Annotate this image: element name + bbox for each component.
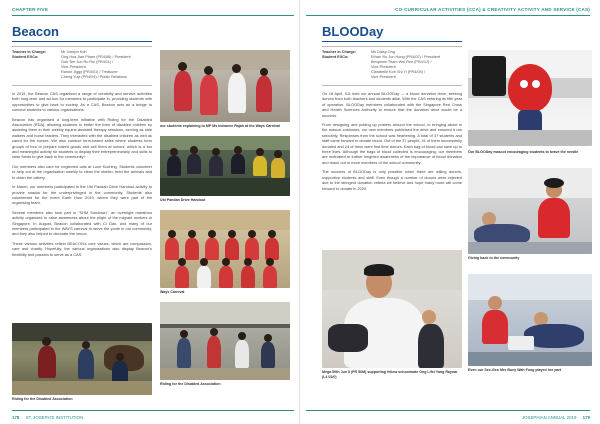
bloodday-title-rule xyxy=(322,41,462,42)
info-value: Benjamin Tham Wei Ren (PR4/12) / xyxy=(371,60,432,64)
ways-caption: Ways Carnival xyxy=(160,290,185,294)
paragraph: Several members also took part in "SHM Sundown", an overnight marathon activity organised to raise awareness about the plight of the migrant workers in Singapore. In August, Beacon collaborated with Ci Dan, and many of our members participated in the WAYS carnival to serve the youth in our community, and they also helped to decorate the venue. xyxy=(12,209,152,237)
pandan-caption: Ubi Pandan Drive Handout xyxy=(160,198,206,202)
header-rule xyxy=(306,15,590,16)
paragraph: Our members also care for neglected cats at Love Kuching. Students volunteer to help out at the organisation weekly to clean the shelter, feed the animals and to clean the cattery. xyxy=(12,163,152,180)
donor-photo xyxy=(322,250,462,368)
rda-right-photo xyxy=(160,302,290,380)
teacher-in-charge-label: Teacher in Charge: xyxy=(12,50,47,54)
info-value: Clarabelle Koh Shi Yi (PR4/05) / xyxy=(371,70,426,74)
paragraph: In 2019, the Beacon CAS organised a range of creativity and service activities both long-term and ad-hoc for members to participate in, providing students with opportunities to give back to society. As a CAS, Beacon acts as a bridge to connect students to various organisations. xyxy=(12,91,152,113)
info-value: Goh Tee Jun Ru Rui (PR4/11) / xyxy=(61,60,114,64)
info-value: Ong Hua Jian Pham (PR4/06) / President xyxy=(61,55,131,59)
mascot-caption: Our BLOODay mascot encouraging students to brave the needle xyxy=(468,150,579,154)
rda-photo xyxy=(12,323,152,395)
info-value: Mr Joseph Koh xyxy=(61,50,87,54)
section-header: CO-CURRICULAR ACTIVITIES (CCA) & CREATIVITY ACTIVITY AND SERVICE (CAS) xyxy=(395,7,590,12)
beacon-title-rule xyxy=(12,41,152,42)
info-value: Ethan Yiu Jun Hong (PR4/02) / President xyxy=(371,55,441,59)
pandan-photo xyxy=(160,136,290,196)
paragraph: These various activities reflect BEACON's core values, which are compassion, care and charity. Hopefully, the various organisations also display Beacon's flexibility and passion to serve as a CAS. xyxy=(12,240,152,257)
info-value: Cheng Yuyi (PR4/04) / Public Relations xyxy=(61,75,127,79)
right-footer xyxy=(522,415,590,420)
beacon-body-text xyxy=(12,91,152,261)
info-value: Ranon Jiggy (PR4/01) / Treasurer xyxy=(61,70,118,74)
footer-rule xyxy=(306,410,590,411)
left-footer-text: ST. JOSEPH'S INSTITUTION xyxy=(25,415,84,420)
right-page xyxy=(300,0,600,424)
teacher-photo xyxy=(468,274,592,366)
carnival-photo xyxy=(160,50,290,122)
right-footer-text: JOSEPHIAN ANNUAL 2019 xyxy=(521,415,577,420)
info-value: Vice-President xyxy=(371,65,396,69)
chapter-label: CHAPTER FIVE xyxy=(12,7,49,12)
bloodday-title: BLOODay xyxy=(322,24,384,39)
paragraph: Beacon has organised a long-term initiative with Riding for the Disabled Association (RDA), allowing students to better the lives of disabled children by assisting them in their weekly equine-assisted therapy sessions, serving as side walkers and horse leaders. They interacted with the disabled children as well as cared for the horses. We also conduct term-based sales where students form groups of four to prepare baked goods and sell them at school, which is a fun and meaningful activity for students to display their entrepreneurship and skills to raise funds to give back to the community! xyxy=(12,116,152,160)
ways-photo xyxy=(160,210,290,288)
paragraph: In March, our members participated in the Ubi Pandan Drive Handout activity to provide snacks for the underprivileged in the community. Students also volunteered for the event Earth Hour 2019, where they were part of the organising team. xyxy=(12,184,152,206)
info-value: Vice-President xyxy=(61,65,86,69)
info-value: Vice-President xyxy=(371,75,396,79)
left-footer xyxy=(12,415,83,420)
left-page-number: 178 xyxy=(12,415,20,420)
student-exco-label: Student EXCo: xyxy=(12,55,39,59)
beacon-title: Beacon xyxy=(12,24,59,39)
footer-rule xyxy=(12,410,294,411)
mascot-photo xyxy=(468,50,592,146)
bloodday-body-text xyxy=(322,91,462,195)
bloodday-info-box xyxy=(322,46,462,86)
paragraph: On 18 April, SJI held our annual BLOODay — a blood donation drive, seeking donors from both teachers and students alike. With the CAS entering its fifth year of operation, BLOODay members collaborated with the Singapore Red Cross and Health Sciences Authority to ensure that the donation drive would be a success. xyxy=(322,91,462,118)
carnival-caption: our students explaining to MP Ms Indranee Rajah at the Ways Carnival xyxy=(160,124,281,128)
giving-back-caption: Giving back to the community xyxy=(468,256,520,260)
paragraph: From designing and putting up posters around the school, to bringing about in the mascot costumes, our new members publicised the drive and ensured it ran smoothly. Responses from the school was heartening. A total of 37 students and staff came forward to donate blood. Out of the 37 people, 41 of them successfully donated and 24 of them were first time donors. Each bag of blood can save up to three lives. Although the bags of blood collected is encouraging, our members are motivated to further heighten awareness of the importance of blood donation and reach out to more members of the school community. xyxy=(322,122,462,165)
rda-right-caption: Riding for the Disabled Association xyxy=(160,382,221,386)
beacon-info-box xyxy=(12,46,152,86)
student-exco-label: Student EXCo: xyxy=(322,55,349,59)
teacher-caption: Even our Sec-Gen Mrs Buey Wah Fong played her part xyxy=(468,368,562,372)
header-rule xyxy=(12,15,294,16)
right-page-number: 179 xyxy=(582,415,590,420)
ong-caption: Mega 50th Jun II (PR 50M) supporting fellow schoolmate Ong Lifei Yang Raynar (L4 02/0) xyxy=(322,370,458,379)
giving-back-photo xyxy=(468,168,592,254)
info-value: Ms Daisy Ong xyxy=(371,50,395,54)
rda-bottom-caption: Riding for the Disabled Association xyxy=(12,397,73,401)
teacher-in-charge-label: Teacher in Charge: xyxy=(322,50,357,54)
paragraph: The success of BLOODay is only possible when there are willing donors, supportive students and staff. Even though a number of donors were rejected due to the stringent donation criteria we believe and hope many more will come forward to donate in 2020. xyxy=(322,169,462,191)
